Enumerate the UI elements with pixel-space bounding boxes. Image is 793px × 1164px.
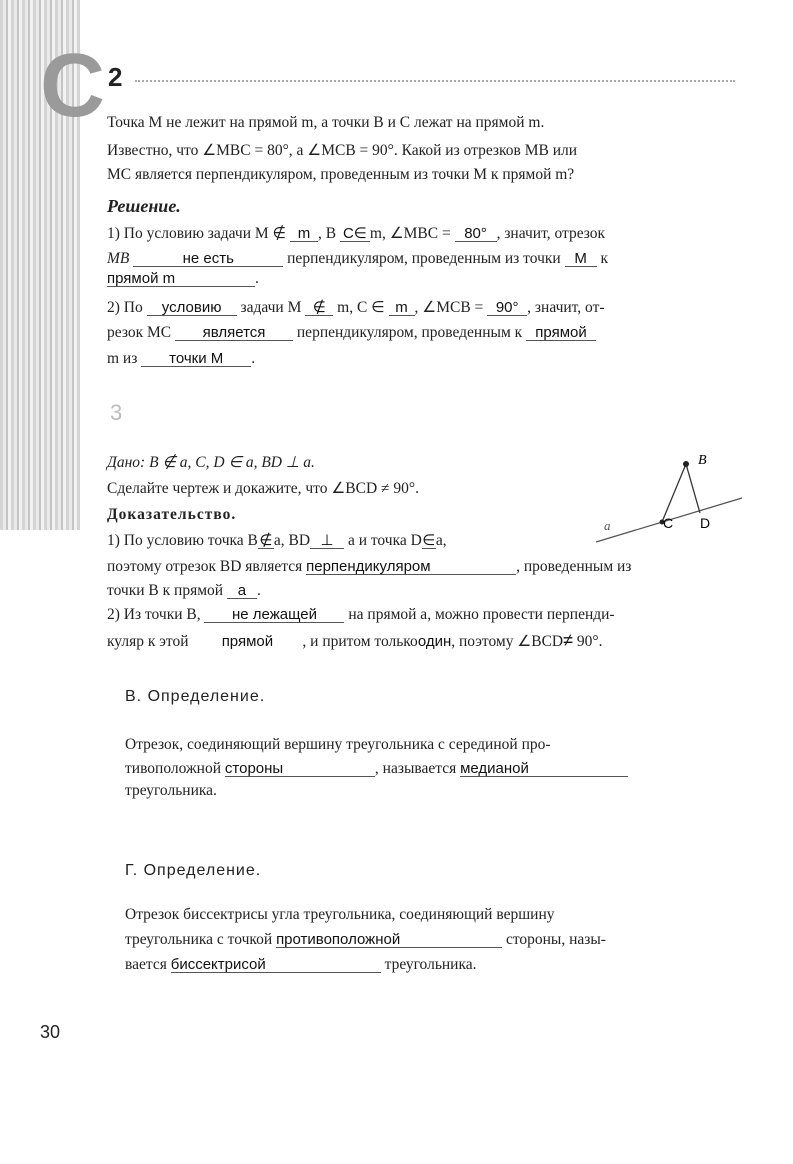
text: , B — [317, 225, 337, 242]
proof-title: Доказательство. — [107, 506, 237, 523]
text: вается — [125, 956, 167, 973]
answer-field[interactable]: M — [565, 251, 597, 267]
point-b — [683, 461, 689, 467]
solution-title: Решение. — [107, 196, 181, 216]
text: , поэтому ∠BCD — [451, 633, 564, 650]
definition-text: треугольника. — [125, 782, 217, 799]
answer-field[interactable]: противоположной — [276, 932, 502, 948]
answer-field[interactable]: биссектрисой — [171, 957, 381, 973]
answer-field[interactable]: C∈ — [340, 226, 370, 242]
text: задачи M — [240, 299, 302, 316]
answer-field[interactable]: прямой — [526, 325, 596, 341]
answer-field[interactable]: не лежащей — [204, 607, 344, 623]
answer-field[interactable]: прямой — [221, 633, 274, 650]
geometry-figure — [590, 450, 750, 550]
answer-field[interactable]: m — [389, 300, 415, 316]
text: m из — [107, 350, 138, 367]
answer-field[interactable]: ≠ — [563, 630, 574, 650]
task-3-number: 3 — [110, 400, 123, 425]
problem-line: Точка M не лежит на прямой m, а точки B и C лежат на прямой m. — [107, 114, 545, 131]
workbook-page: C 2 Точка M не лежит на прямой m, а точки B и C лежат на прямой m. Известно, что ∠MBC = 80°, а ∠MCB = 90°. Какой из отрезков MB или MC является перпендикуляром, проведенным из точки M к прямой m? Решение. 1) По условию задачи M ∉ m , B C∈ m, ∠MBC = 80° , значит, отрезок MB не есть перпендикуляром, проведенным из точки M к прямой m . 2) По условию задачи M ∉ m, C ∈ m , ∠MCB = 90° , значит, от- резок MC является перпендикуляром, проведенным к прямой m из точки M . 3 Дано: B ∉ a, C, D ∈ a, BD ⊥ a. Сделайте чертеж и докажите, что ∠BCD ≠ 90°. Доказательство. 1) По условию точка B∉a, BD ⊥ a и точка D∈a, поэтому отрезок BD является перпендикуляром , проведенным из точки B к прямой a . 2) Из точки B, не лежащей на прямой a, можно провести перпенди- куляр к этой прямой , и притом толькоодин, поэтому ∠BCD≠ 90°. B C D a В. Определение. Отрезок, соединяющий вершину треугольника с серединой про- тивоположной стороны , называется медианой треугольника. Г. Определение. Отрезок биссектрисы угла треугольника, соединяющий вершину треугольника с точкой противоположной стороны, назы- вается биссектрисой треугольника. 30 — [0, 0, 793, 1164]
segment-bd — [686, 464, 700, 513]
label-c: C — [663, 515, 674, 531]
answer-field[interactable]: прямой m — [107, 271, 255, 287]
problem-line: Известно, что ∠MBC = 80°, а ∠MCB = 90°. Какой из отрезков MB или — [107, 142, 578, 159]
answer-field[interactable]: ⊥ — [310, 533, 344, 549]
answer-field[interactable]: ∈ — [422, 532, 436, 549]
answer-field[interactable]: медианой — [460, 761, 628, 777]
label-b: B — [698, 453, 707, 468]
text: к — [600, 250, 608, 267]
text: m, ∠MBC = — [369, 225, 451, 242]
answer-field[interactable]: 80° — [455, 226, 497, 242]
answer-field[interactable]: точки M — [141, 351, 251, 367]
problem-line: MC является перпендикуляром, проведенным из точки M к прямой m? — [107, 166, 575, 183]
text: a, — [435, 532, 447, 549]
text: , называется — [374, 760, 457, 777]
answer-field[interactable]: 90° — [487, 300, 527, 316]
text: , значит, от- — [527, 299, 605, 316]
text: 2) Из точки B, — [107, 606, 201, 623]
answer-field[interactable]: не есть — [133, 251, 283, 267]
text: m, C ∈ — [337, 299, 385, 316]
text: на прямой a, можно провести перпенди- — [348, 606, 615, 623]
definition-text: Отрезок биссектрисы угла треугольника, соединяющий вершину — [125, 906, 555, 923]
divider — [135, 80, 735, 82]
text: , и притом только — [302, 633, 418, 650]
text: стороны, назы- — [505, 931, 606, 948]
segment-bc — [662, 464, 686, 522]
text: MB — [107, 250, 130, 267]
text: куляр к этой — [107, 633, 189, 650]
text: a, BD — [273, 532, 311, 549]
given: Дано: B ∉ a, C, D ∈ a, BD ⊥ a. — [107, 454, 315, 471]
prompt: Сделайте чертеж и докажите, что ∠BCD ≠ 90°. — [107, 480, 419, 497]
answer-field[interactable]: условию — [147, 300, 237, 316]
section-g-title: Г. Определение. — [125, 862, 262, 879]
text: 1) По условию задачи M ∉ — [107, 225, 287, 242]
text: 90°. — [576, 633, 603, 650]
text: треугольника с точкой — [125, 931, 273, 948]
text: , ∠MCB = — [414, 299, 484, 316]
page-number: 30 — [40, 1022, 61, 1042]
text: треугольника. — [384, 956, 477, 973]
chapter-logo: C — [40, 36, 105, 136]
answer-field[interactable]: один — [417, 633, 452, 650]
section-b-title: В. Определение. — [125, 688, 266, 705]
answer-field[interactable]: является — [175, 325, 293, 341]
text: a и точка D — [347, 532, 422, 549]
text: 2) По — [107, 299, 143, 316]
text: тивоположной — [125, 760, 222, 777]
text: , проведенным из — [516, 558, 632, 575]
answer-field[interactable]: ∉ — [259, 532, 273, 549]
definition-text: Отрезок, соединяющий вершину треугольника с серединой про- — [125, 736, 551, 753]
label-a: a — [604, 518, 611, 533]
text: , значит, отрезок — [496, 225, 606, 242]
answer-field[interactable]: a — [227, 583, 257, 599]
text: 1) По условию точка B — [107, 532, 258, 549]
label-d: D — [700, 515, 711, 531]
task-2-number: 2 — [108, 62, 123, 92]
answer-field[interactable]: m — [290, 226, 318, 242]
text: резок MC — [107, 324, 172, 341]
text: перпендикуляром, проведенным к — [296, 324, 523, 341]
text: точки B к прямой — [107, 582, 224, 599]
text: перпендикуляром, проведенным из точки — [287, 250, 561, 267]
answer-field[interactable]: стороны — [225, 761, 375, 777]
text: поэтому отрезок BD является — [107, 558, 303, 575]
answer-field[interactable]: ∉ — [305, 300, 333, 316]
answer-field[interactable]: перпендикуляром — [306, 559, 516, 575]
